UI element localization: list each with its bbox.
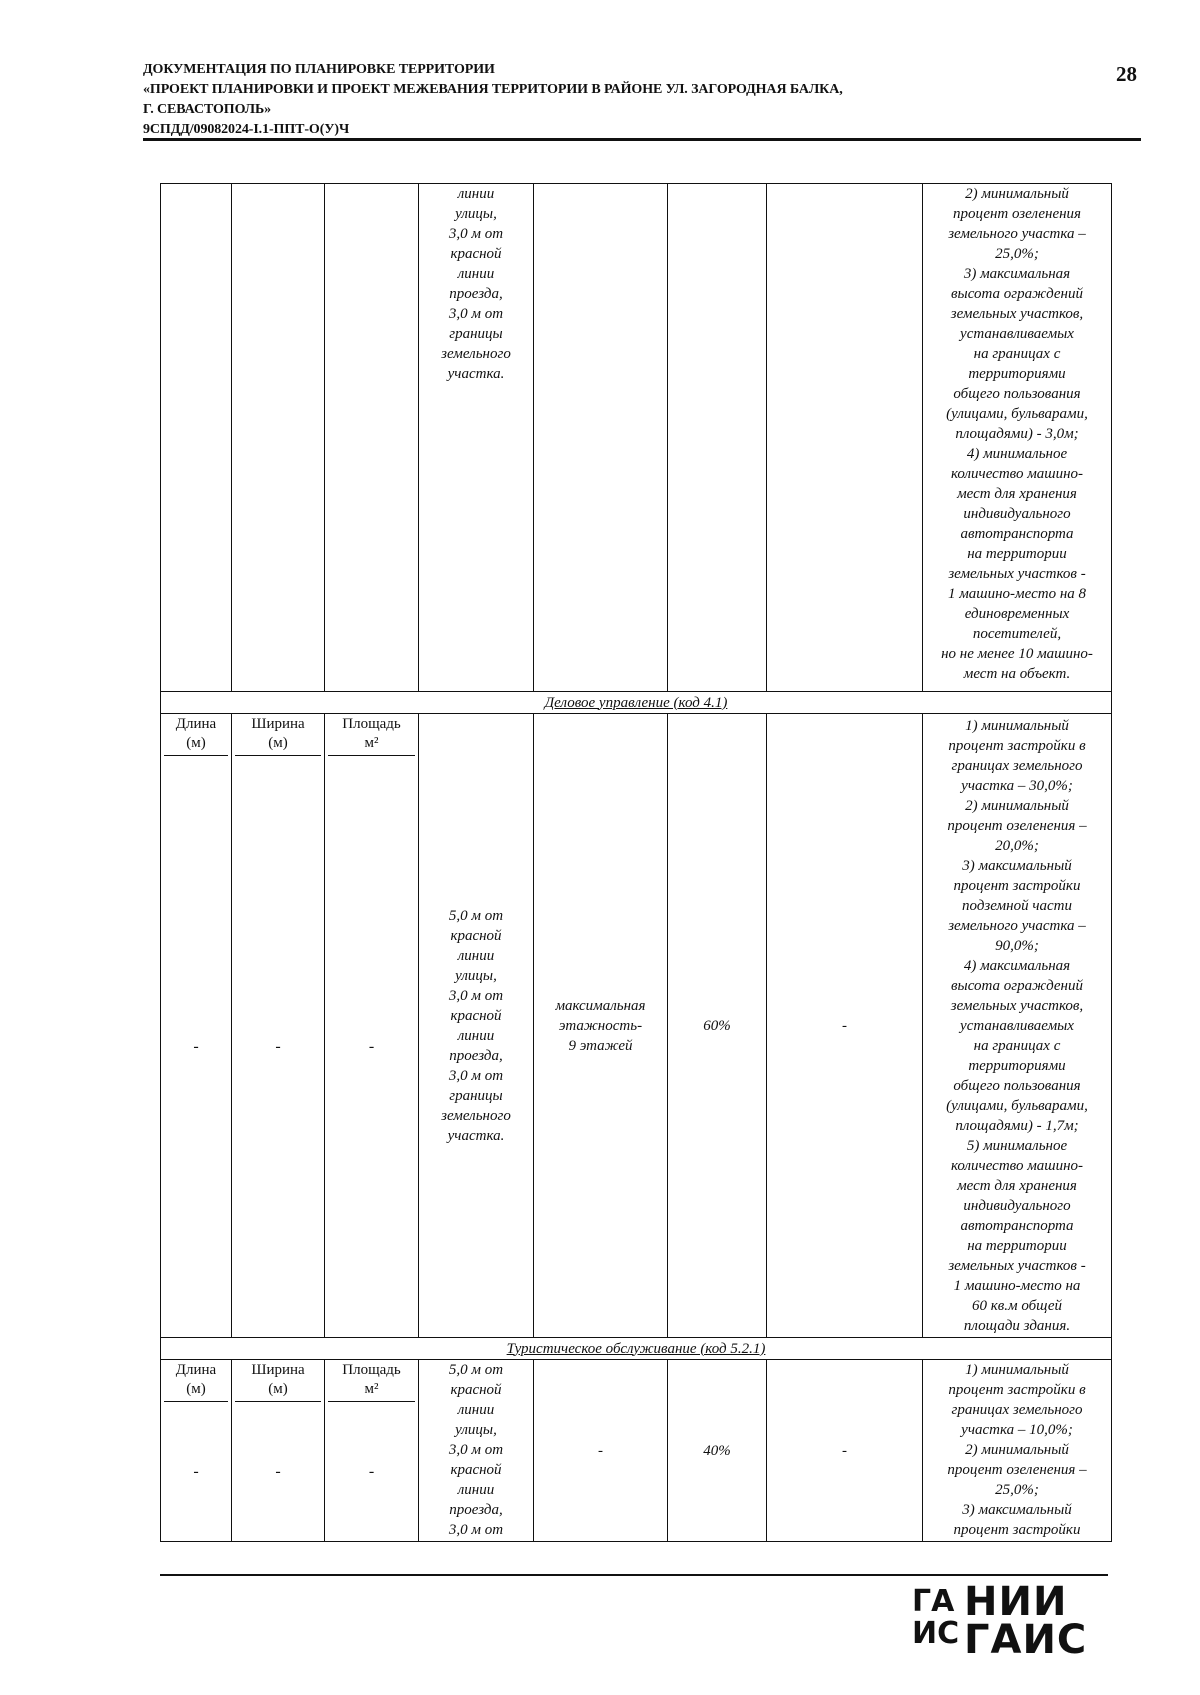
header-line-2: «ПРОЕКТ ПЛАНИРОВКИ И ПРОЕКТ МЕЖЕВАНИЯ ТЕРРИТОРИИ В РАЙОНЕ УЛ. ЗАГОРОДНАЯ БАЛКА,	[143, 82, 843, 97]
page-number: 28	[1116, 62, 1137, 86]
area-cell	[325, 184, 419, 692]
width-cell	[232, 1360, 325, 1542]
header-line-4: 9СПДД/09082024-I.1-ППТ-О(У)Ч	[143, 122, 350, 137]
floors-cell: -	[534, 1360, 668, 1542]
logo-mark-bottom: ИС	[912, 1616, 960, 1651]
setback-cell: 5,0 м от красной линии улицы, 3,0 м от красной линии проезда, 3,0 м от	[419, 1360, 534, 1542]
section-title-business: Деловое управление (код 4.1)	[161, 692, 1112, 714]
other-cell: -	[767, 1360, 923, 1542]
length-value: -	[193, 1462, 199, 1480]
table-row	[161, 1360, 1112, 1542]
width-header: Ширина (м)	[235, 714, 321, 756]
header-line-3: Г. СЕВАСТОПОЛЬ»	[143, 102, 272, 117]
length-header: Длина (м)	[164, 714, 228, 756]
area-value: -	[368, 1462, 375, 1480]
length-cell	[161, 1360, 232, 1542]
params-cell: 2) минимальный процент озеленения земельного участка – 25,0%; 3) максимальная высота ограждений земельных участков, устанавливаемых на границах с территориями общего пользования (улицами, бульварами, площадями) - 3,0м; 4) минимальное количество машино- мест для хранения индивидуального автотранспорта на территории земельных участков - 1 машино-место на 8 единовременных посетителей, но не менее 10 машино- мест на объект.	[923, 184, 1112, 692]
company-logo-mark	[912, 1586, 958, 1652]
table-row	[161, 184, 1112, 692]
logo-mark-top: ГА	[912, 1584, 955, 1619]
width-value: -	[275, 1037, 281, 1055]
footer-divider	[160, 1574, 1108, 1576]
length-value: -	[193, 1037, 199, 1055]
params-cell: 1) минимальный процент застройки в границах земельного участка – 10,0%; 2) минимальный процент озеленения – 25,0%; 3) максимальный процент застройки	[923, 1360, 1112, 1542]
section-title-tourism: Туристическое обслуживание (код 5.2.1)	[161, 1338, 1112, 1360]
section-title-row	[161, 692, 1112, 714]
width-cell	[232, 184, 325, 692]
percent-cell: 60%	[668, 714, 767, 1338]
width-header: Ширина (м)	[235, 1360, 321, 1402]
length-cell	[161, 184, 232, 692]
regulations-table	[160, 183, 1112, 1542]
other-cell: -	[767, 714, 923, 1338]
width-value: -	[275, 1462, 281, 1480]
other-cell	[767, 184, 923, 692]
section-title-row	[161, 1338, 1112, 1360]
percent-cell: 40%	[668, 1360, 767, 1542]
percent-cell	[668, 184, 767, 692]
setback-cell: 5,0 м от красной линии улицы, 3,0 м от красной линии проезда, 3,0 м от границы земельного участка.	[419, 714, 534, 1338]
area-cell	[325, 714, 419, 1338]
header-line-1: ДОКУМЕНТАЦИЯ ПО ПЛАНИРОВКЕ ТЕРРИТОРИИ	[143, 62, 495, 77]
setback-cell: линии улицы, 3,0 м от красной линии проезда, 3,0 м от границы земельного участка.	[419, 184, 534, 692]
length-header: Длина (м)	[164, 1360, 228, 1402]
length-cell	[161, 714, 232, 1338]
params-cell: 1) минимальный процент застройки в границах земельного участка – 30,0%; 2) минимальный процент озеленения – 20,0%; 3) максимальный процент застройки подземной части земельного участка – 90,0%; 4) максимальная высота ограждений земельных участков, устанавливаемых на границах с территориями общего пользования (улицами, бульварами, площадями) - 1,7м; 5) минимальное количество машино- мест для хранения индивидуального автотранспорта на территории земельных участков - 1 машино-место на 60 кв.м общей площади здания.	[923, 714, 1112, 1338]
area-cell	[325, 1360, 419, 1542]
area-value: -	[368, 1037, 375, 1055]
company-logo-line-1: НИИ	[964, 1579, 1068, 1625]
area-header: Площадь м²	[328, 1360, 415, 1402]
table-row	[161, 714, 1112, 1338]
floors-cell	[534, 184, 668, 692]
document-header	[143, 60, 1133, 140]
floors-cell: максимальная этажность- 9 этажей	[534, 714, 668, 1338]
width-cell	[232, 714, 325, 1338]
area-header: Площадь м²	[328, 714, 415, 756]
company-logo-line-2: ГАИС	[964, 1617, 1088, 1663]
header-divider	[143, 138, 1141, 141]
